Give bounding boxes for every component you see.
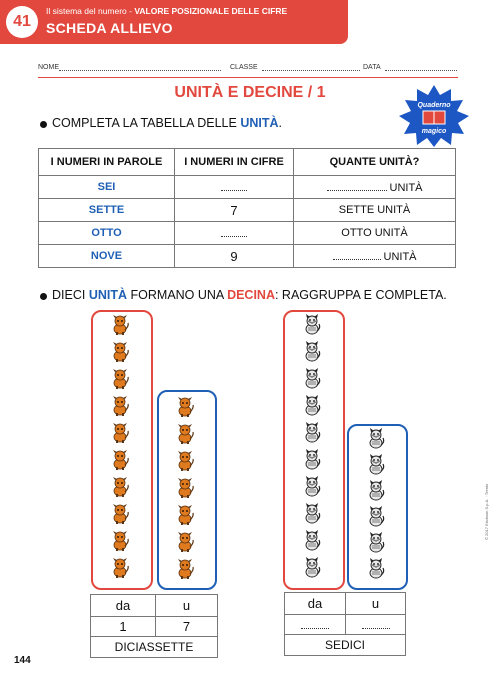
- number-word: DICIASSETTE: [91, 637, 218, 658]
- bullet-icon: [40, 121, 47, 128]
- u-answer[interactable]: [346, 615, 406, 635]
- badge-line1: Quaderno: [417, 102, 451, 109]
- cat-icon: [301, 368, 323, 395]
- units-table: [38, 148, 456, 268]
- dog-icon: [174, 504, 196, 531]
- instruction-text: DIECI: [52, 288, 86, 302]
- instruction-end: .: [278, 116, 282, 130]
- row-word: SEI: [39, 176, 175, 199]
- dog-icon: [109, 449, 131, 476]
- row-word: NOVE: [39, 245, 175, 268]
- name-label: NOME: [38, 64, 59, 71]
- units-text: UNITÀ: [383, 250, 417, 263]
- header-subtitle: [46, 6, 287, 16]
- dog-icon: [174, 450, 196, 477]
- date-field[interactable]: [363, 63, 457, 71]
- da-value: 1: [91, 617, 156, 637]
- dog-icon: [174, 558, 196, 585]
- dog-icon: [174, 423, 196, 450]
- quaderno-magico-badge: [395, 83, 473, 148]
- class-label: CLASSE: [230, 64, 258, 71]
- header-subtitle-topic: Il sistema del numero -: [46, 6, 132, 16]
- da-label: da: [285, 593, 346, 615]
- dog-icon: [109, 314, 131, 341]
- instruction-keyword: UNITÀ: [240, 116, 279, 130]
- table-header-row: [39, 149, 456, 176]
- dog-icon: [109, 422, 131, 449]
- col-header-units: QUANTE UNITÀ?: [294, 149, 456, 176]
- u-label: u: [156, 595, 218, 617]
- digits-answer[interactable]: [175, 222, 294, 245]
- da-label: da: [91, 595, 156, 617]
- instruction-keyword-units: UNITÀ: [88, 288, 128, 302]
- cat-icon: [365, 558, 387, 585]
- number-word: SEDICI: [285, 635, 406, 656]
- cat-icon: [365, 532, 387, 559]
- page-title: UNITÀ E DECINE / 1: [174, 84, 326, 101]
- cat-icon: [301, 422, 323, 449]
- cat-icon: [301, 557, 323, 584]
- u-value: 7: [156, 617, 218, 637]
- header-divider: [38, 77, 458, 78]
- dog-icon: [109, 557, 131, 584]
- table-row: [39, 222, 456, 245]
- cat-icon: [301, 449, 323, 476]
- digits-value: 7: [175, 199, 294, 222]
- worksheet-number: 41: [6, 6, 38, 38]
- instruction-keyword-decina: DECINA: [227, 288, 275, 302]
- units-value: OTTO UNITÀ: [294, 222, 456, 245]
- dog-icon: [109, 530, 131, 557]
- cat-icon: [365, 428, 387, 455]
- dog-icon: [109, 476, 131, 503]
- row-word: OTTO: [39, 222, 175, 245]
- header-subtitle-section: VALORE POSIZIONALE DELLE CIFRE: [134, 6, 288, 16]
- class-field[interactable]: [230, 63, 360, 71]
- right-place-value-table: [284, 592, 406, 656]
- cat-icon: [301, 395, 323, 422]
- units-answer[interactable]: [294, 245, 456, 268]
- cat-icon: [301, 476, 323, 503]
- dog-icon: [109, 368, 131, 395]
- cat-icon: [301, 314, 323, 341]
- row-word: SETTE: [39, 199, 175, 222]
- table-row: [39, 245, 456, 268]
- instruction-text: COMPLETA LA TABELLA DELLE: [52, 116, 237, 130]
- cat-icon: [301, 341, 323, 368]
- col-header-digits: I NUMERI IN CIFRE: [175, 149, 294, 176]
- instruction-text: FORMANO UNA: [130, 288, 224, 302]
- u-label: u: [346, 593, 406, 615]
- cat-icon: [365, 454, 387, 481]
- exercise1-instruction: [52, 116, 282, 130]
- cat-icon: [365, 480, 387, 507]
- units-text: UNITÀ: [389, 181, 423, 194]
- cat-icon: [301, 530, 323, 557]
- instruction-end: : RAGGRUPPA E COMPLETA.: [274, 288, 447, 302]
- bullet-icon: [40, 293, 47, 300]
- dog-icon: [174, 396, 196, 423]
- dog-icon: [174, 531, 196, 558]
- dog-icon: [174, 477, 196, 504]
- table-row: [39, 199, 456, 222]
- digits-answer[interactable]: [175, 176, 294, 199]
- table-row: [39, 176, 456, 199]
- header-title: SCHEDA ALLIEVO: [46, 20, 173, 36]
- da-answer[interactable]: [285, 615, 346, 635]
- units-answer[interactable]: [294, 176, 456, 199]
- cat-icon: [365, 506, 387, 533]
- cat-icon: [301, 503, 323, 530]
- dog-icon: [109, 395, 131, 422]
- dog-icon: [109, 503, 131, 530]
- dog-icon: [109, 341, 131, 368]
- digits-value: 9: [175, 245, 294, 268]
- exercise2-instruction: [52, 288, 447, 302]
- date-label: DATA: [363, 64, 381, 71]
- col-header-words: I NUMERI IN PAROLE: [39, 149, 175, 176]
- badge-line2: magico: [421, 128, 447, 135]
- page-number: 144: [14, 655, 31, 666]
- name-field[interactable]: [38, 63, 221, 71]
- units-value: SETTE UNITÀ: [294, 199, 456, 222]
- left-place-value-table: [90, 594, 218, 658]
- copyright-note: © 2017 Erickson S.p.A. · Trento: [484, 483, 489, 540]
